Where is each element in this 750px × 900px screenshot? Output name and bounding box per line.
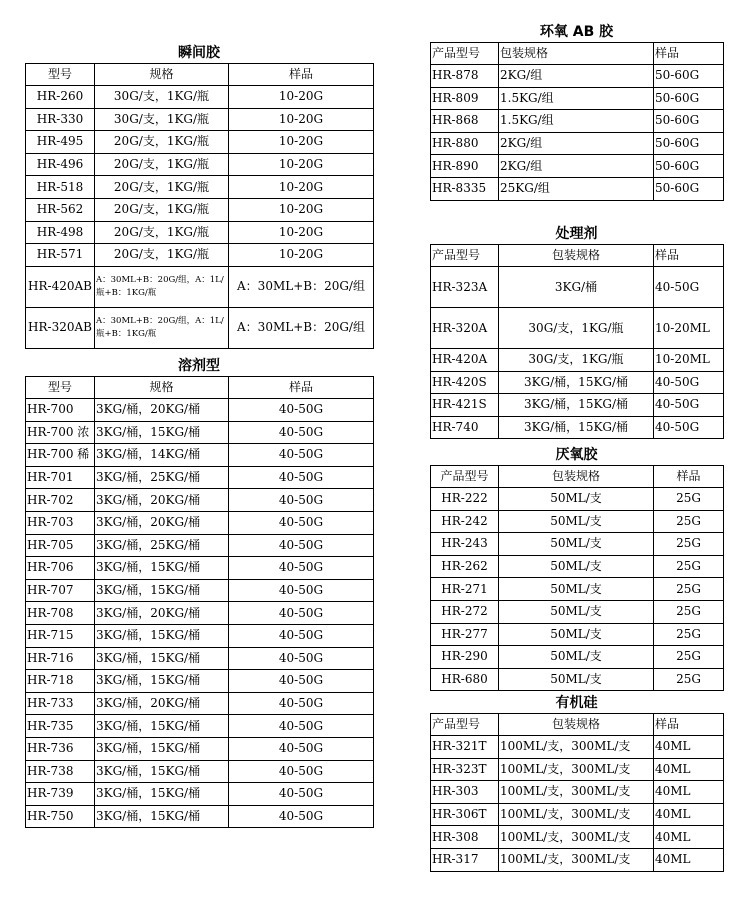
- table-cell: 40-50G: [229, 579, 374, 602]
- table-cell: 30G/支，1KG/瓶: [95, 108, 229, 131]
- table-row: [431, 132, 724, 155]
- table-cell: 50ML/支: [499, 668, 654, 691]
- table-row: [26, 670, 374, 693]
- table-cell: HR-868: [431, 110, 499, 133]
- table-row: [26, 489, 374, 512]
- table-cell: 30G/支，1KG/瓶: [95, 86, 229, 109]
- table-cell: 20G/支，1KG/瓶: [95, 131, 229, 154]
- table-cell: HR-272: [431, 600, 499, 623]
- anaerobic-section: [430, 445, 723, 691]
- table-cell: HR-290: [431, 646, 499, 669]
- table-row: [431, 803, 724, 826]
- table-cell: 50ML/支: [499, 646, 654, 669]
- table-row: [26, 86, 374, 109]
- table-cell: 50ML/支: [499, 578, 654, 601]
- table-cell: 3KG/桶: [499, 267, 654, 308]
- table-cell: 50ML/支: [499, 510, 654, 533]
- anaerobic-title: 厌氧胶: [555, 447, 598, 463]
- table-cell: 40-50G: [229, 602, 374, 625]
- epoxy-section: [430, 22, 723, 201]
- table-cell: HR-420A: [431, 349, 499, 372]
- table-cell: 3KG/桶，15KG/桶: [95, 557, 229, 580]
- table-cell: HR-271: [431, 578, 499, 601]
- table-cell: HR-518: [26, 176, 95, 199]
- silicone-table: [430, 713, 724, 872]
- table-cell: HR-809: [431, 87, 499, 110]
- table-row: [431, 578, 724, 601]
- table-row: [26, 307, 374, 348]
- table-cell: HR-880: [431, 132, 499, 155]
- table-cell: 25G: [654, 623, 724, 646]
- table-row: [26, 266, 374, 307]
- table-cell: 3KG/桶，15KG/桶: [95, 670, 229, 693]
- table-row: [26, 715, 374, 738]
- table-cell: HR-702: [26, 489, 95, 512]
- table-row: [26, 534, 374, 557]
- table-cell: 20G/支，1KG/瓶: [95, 221, 229, 244]
- table-cell: 40-50G: [654, 267, 724, 308]
- anaerobic-table: [430, 465, 724, 691]
- table-cell: HR-708: [26, 602, 95, 625]
- table-row: [431, 555, 724, 578]
- table-cell: 100ML/支，300ML/支: [499, 826, 654, 849]
- table-cell: HR-320AB: [26, 307, 95, 348]
- table-cell: 10-20G: [229, 198, 374, 221]
- table-row: [26, 602, 374, 625]
- table-row: [431, 533, 724, 556]
- table-row: [431, 510, 724, 533]
- table-cell: 3KG/桶，14KG/桶: [95, 444, 229, 467]
- table-row: [431, 781, 724, 804]
- table-row: [431, 371, 724, 394]
- table-cell: HR-260: [26, 86, 95, 109]
- table-row: [26, 647, 374, 670]
- treatment-title: 处理剂: [555, 226, 598, 242]
- table-row: [26, 399, 374, 422]
- table-cell: HR-222: [431, 488, 499, 511]
- silicone-section: [430, 693, 723, 872]
- table-cell: A：30ML+B：20G/组，A：1L/瓶+B：1KG/瓶: [95, 266, 229, 307]
- table-cell: 3KG/桶，15KG/桶: [499, 416, 654, 439]
- table-cell: 40-50G: [229, 489, 374, 512]
- table-cell: HR-571: [26, 244, 95, 267]
- table-cell: 50-60G: [654, 155, 724, 178]
- table-cell: 30G/支，1KG/瓶: [499, 349, 654, 372]
- table-cell: HR-680: [431, 668, 499, 691]
- table-row: [26, 221, 374, 244]
- table-cell: 25G: [654, 668, 724, 691]
- table-row: [431, 267, 724, 308]
- table-cell: 40-50G: [229, 444, 374, 467]
- table-cell: 10-20G: [229, 86, 374, 109]
- table-cell: 100ML/支，300ML/支: [499, 803, 654, 826]
- table-cell: HR-733: [26, 692, 95, 715]
- table-cell: 40-50G: [229, 647, 374, 670]
- table-cell: 20G/支，1KG/瓶: [95, 153, 229, 176]
- table-cell: 3KG/桶，15KG/桶: [95, 579, 229, 602]
- table-cell: HR-562: [26, 198, 95, 221]
- instant-glue-section: [25, 43, 373, 349]
- table-cell: HR-700 稀: [26, 444, 95, 467]
- table-cell: HR-330: [26, 108, 95, 131]
- solvent-table: [25, 376, 374, 828]
- table-cell: 40-50G: [229, 624, 374, 647]
- table-cell: HR-718: [26, 670, 95, 693]
- table-cell: 3KG/桶，15KG/桶: [95, 647, 229, 670]
- table-row: [431, 394, 724, 417]
- table-cell: 50ML/支: [499, 600, 654, 623]
- table-cell: 3KG/桶，20KG/桶: [95, 489, 229, 512]
- table-cell: HR-701: [26, 466, 95, 489]
- table-cell: 40-50G: [229, 466, 374, 489]
- table-cell: 2KG/组: [499, 155, 654, 178]
- table-cell: HR-890: [431, 155, 499, 178]
- table-cell: 10-20G: [229, 108, 374, 131]
- table-cell: 50-60G: [654, 110, 724, 133]
- table-cell: 100ML/支，300ML/支: [499, 848, 654, 871]
- table-cell: 10-20G: [229, 221, 374, 244]
- table-cell: HR-740: [431, 416, 499, 439]
- table-cell: 20G/支，1KG/瓶: [95, 244, 229, 267]
- table-cell: 10-20ML: [654, 349, 724, 372]
- table-cell: 40-50G: [229, 557, 374, 580]
- table-row: [431, 668, 724, 691]
- table-cell: HR-703: [26, 511, 95, 534]
- table-cell: HR-706: [26, 557, 95, 580]
- table-cell: HR-262: [431, 555, 499, 578]
- instant-glue-table: [25, 63, 374, 349]
- table-cell: 40-50G: [229, 715, 374, 738]
- table-row: [431, 416, 724, 439]
- table-cell: A：30ML+B：20G/组: [229, 266, 374, 307]
- table-row: [26, 153, 374, 176]
- table-cell: HR-878: [431, 65, 499, 88]
- table-cell: 3KG/桶，20KG/桶: [95, 511, 229, 534]
- table-cell: 3KG/桶，20KG/桶: [95, 692, 229, 715]
- table-cell: 40-50G: [229, 421, 374, 444]
- table-row: [431, 155, 724, 178]
- table-row: [26, 579, 374, 602]
- table-row: [26, 557, 374, 580]
- column-header: 样品: [654, 43, 724, 65]
- table-cell: HR-707: [26, 579, 95, 602]
- table-cell: HR-323A: [431, 267, 499, 308]
- table-cell: 10-20G: [229, 244, 374, 267]
- table-cell: 40ML: [654, 826, 724, 849]
- table-cell: HR-420AB: [26, 266, 95, 307]
- table-cell: 3KG/桶，15KG/桶: [95, 624, 229, 647]
- table-row: [26, 805, 374, 828]
- column-header: 产品型号: [431, 245, 499, 267]
- solvent-title: 溶剂型: [178, 358, 220, 374]
- table-cell: 20G/支，1KG/瓶: [95, 176, 229, 199]
- column-header: 型号: [26, 377, 95, 399]
- table-cell: 40ML: [654, 758, 724, 781]
- table-cell: 3KG/桶，15KG/桶: [95, 783, 229, 806]
- table-cell: HR-700: [26, 399, 95, 422]
- table-cell: HR-308: [431, 826, 499, 849]
- table-cell: HR-420S: [431, 371, 499, 394]
- table-cell: 40-50G: [229, 511, 374, 534]
- table-row: [26, 783, 374, 806]
- table-cell: 10-20G: [229, 176, 374, 199]
- column-header: 样品: [654, 466, 724, 488]
- table-cell: 50ML/支: [499, 555, 654, 578]
- table-cell: 50-60G: [654, 87, 724, 110]
- column-header: 样品: [654, 714, 724, 736]
- table-cell: HR-421S: [431, 394, 499, 417]
- table-cell: HR-739: [26, 783, 95, 806]
- table-cell: 25G: [654, 488, 724, 511]
- table-cell: 40-50G: [229, 692, 374, 715]
- table-cell: 2KG/组: [499, 65, 654, 88]
- table-cell: 50ML/支: [499, 488, 654, 511]
- table-cell: 30G/支，1KG/瓶: [499, 308, 654, 349]
- table-cell: 40-50G: [229, 670, 374, 693]
- table-cell: 1.5KG/组: [499, 87, 654, 110]
- table-cell: A：30ML+B：20G/组: [229, 307, 374, 348]
- table-row: [431, 826, 724, 849]
- table-cell: 10-20ML: [654, 308, 724, 349]
- table-cell: 3KG/桶，25KG/桶: [95, 466, 229, 489]
- column-header: 产品型号: [431, 714, 499, 736]
- table-row: [26, 198, 374, 221]
- column-header: 包装规格: [499, 245, 654, 267]
- table-row: [431, 87, 724, 110]
- table-cell: HR-8335: [431, 177, 499, 200]
- table-cell: 3KG/桶，15KG/桶: [95, 715, 229, 738]
- treatment-section: [430, 224, 723, 439]
- table-cell: HR-320A: [431, 308, 499, 349]
- table-cell: 40-50G: [229, 399, 374, 422]
- solvent-section: [25, 356, 373, 828]
- table-cell: HR-243: [431, 533, 499, 556]
- table-cell: 3KG/桶，15KG/桶: [499, 371, 654, 394]
- table-row: [26, 760, 374, 783]
- table-row: [431, 623, 724, 646]
- table-cell: HR-705: [26, 534, 95, 557]
- table-cell: 3KG/桶，15KG/桶: [95, 421, 229, 444]
- table-cell: HR-317: [431, 848, 499, 871]
- column-header: 样品: [229, 64, 374, 86]
- table-header-row: [431, 466, 724, 488]
- table-row: [26, 108, 374, 131]
- table-cell: 3KG/桶，20KG/桶: [95, 399, 229, 422]
- table-cell: 2KG/组: [499, 132, 654, 155]
- table-row: [26, 511, 374, 534]
- table-cell: 40-50G: [229, 737, 374, 760]
- table-cell: 1.5KG/组: [499, 110, 654, 133]
- table-cell: 3KG/桶，25KG/桶: [95, 534, 229, 557]
- table-row: [26, 466, 374, 489]
- table-cell: 20G/支，1KG/瓶: [95, 198, 229, 221]
- table-header-row: [26, 64, 374, 86]
- table-cell: HR-738: [26, 760, 95, 783]
- table-cell: 40ML: [654, 848, 724, 871]
- table-cell: 40-50G: [229, 760, 374, 783]
- instant-glue-title: 瞬间胶: [178, 45, 220, 61]
- table-cell: 50-60G: [654, 132, 724, 155]
- table-cell: 25G: [654, 555, 724, 578]
- table-row: [26, 421, 374, 444]
- table-cell: 40-50G: [229, 534, 374, 557]
- table-row: [26, 244, 374, 267]
- table-row: [431, 110, 724, 133]
- column-header: 规格: [95, 64, 229, 86]
- table-cell: 40ML: [654, 736, 724, 759]
- column-header: 规格: [95, 377, 229, 399]
- table-cell: HR-303: [431, 781, 499, 804]
- table-row: [431, 308, 724, 349]
- table-cell: HR-495: [26, 131, 95, 154]
- table-cell: HR-321T: [431, 736, 499, 759]
- table-cell: 40ML: [654, 803, 724, 826]
- table-row: [431, 758, 724, 781]
- table-cell: 3KG/桶，15KG/桶: [95, 805, 229, 828]
- table-cell: 25G: [654, 600, 724, 623]
- table-cell: HR-700 浓: [26, 421, 95, 444]
- table-cell: 3KG/桶，15KG/桶: [95, 737, 229, 760]
- treatment-table: [430, 244, 724, 439]
- table-cell: HR-277: [431, 623, 499, 646]
- table-header-row: [26, 377, 374, 399]
- epoxy-table: [430, 42, 724, 201]
- table-cell: 25G: [654, 578, 724, 601]
- table-cell: 25G: [654, 646, 724, 669]
- table-cell: 100ML/支，300ML/支: [499, 781, 654, 804]
- table-cell: 40-50G: [229, 805, 374, 828]
- table-cell: 40-50G: [654, 371, 724, 394]
- table-row: [431, 848, 724, 871]
- table-row: [26, 692, 374, 715]
- table-header-row: [431, 245, 724, 267]
- table-row: [431, 349, 724, 372]
- table-cell: 50-60G: [654, 65, 724, 88]
- table-cell: 100ML/支，300ML/支: [499, 736, 654, 759]
- table-cell: 50ML/支: [499, 623, 654, 646]
- table-cell: 50-60G: [654, 177, 724, 200]
- table-cell: HR-750: [26, 805, 95, 828]
- table-cell: 3KG/桶，20KG/桶: [95, 602, 229, 625]
- table-header-row: [431, 43, 724, 65]
- table-cell: 10-20G: [229, 131, 374, 154]
- table-row: [26, 737, 374, 760]
- column-header: 产品型号: [431, 43, 499, 65]
- table-row: [26, 444, 374, 467]
- epoxy-title: 环氧 AB 胶: [539, 24, 614, 40]
- table-row: [431, 736, 724, 759]
- table-cell: 3KG/桶，15KG/桶: [499, 394, 654, 417]
- column-header: 包装规格: [499, 43, 654, 65]
- table-row: [431, 65, 724, 88]
- table-cell: HR-306T: [431, 803, 499, 826]
- column-header: 样品: [654, 245, 724, 267]
- table-cell: 50ML/支: [499, 533, 654, 556]
- table-cell: 3KG/桶，15KG/桶: [95, 760, 229, 783]
- table-cell: HR-323T: [431, 758, 499, 781]
- table-row: [26, 176, 374, 199]
- table-cell: 40-50G: [654, 394, 724, 417]
- table-row: [431, 488, 724, 511]
- table-cell: A：30ML+B：20G/组，A：1L/瓶+B：1KG/瓶: [95, 307, 229, 348]
- table-header-row: [431, 714, 724, 736]
- table-row: [26, 131, 374, 154]
- table-cell: 40-50G: [229, 783, 374, 806]
- table-cell: 25KG/组: [499, 177, 654, 200]
- table-cell: 40-50G: [654, 416, 724, 439]
- table-cell: HR-735: [26, 715, 95, 738]
- table-row: [431, 600, 724, 623]
- table-cell: 25G: [654, 533, 724, 556]
- column-header: 样品: [229, 377, 374, 399]
- table-cell: HR-715: [26, 624, 95, 647]
- table-cell: HR-242: [431, 510, 499, 533]
- table-cell: HR-736: [26, 737, 95, 760]
- table-cell: HR-498: [26, 221, 95, 244]
- column-header: 产品型号: [431, 466, 499, 488]
- column-header: 型号: [26, 64, 95, 86]
- table-cell: HR-716: [26, 647, 95, 670]
- table-cell: 40ML: [654, 781, 724, 804]
- table-row: [26, 624, 374, 647]
- table-cell: 100ML/支，300ML/支: [499, 758, 654, 781]
- table-cell: 10-20G: [229, 153, 374, 176]
- table-cell: HR-496: [26, 153, 95, 176]
- column-header: 包装规格: [499, 466, 654, 488]
- column-header: 包装规格: [499, 714, 654, 736]
- table-row: [431, 646, 724, 669]
- silicone-title: 有机硅: [555, 695, 598, 711]
- table-row: [431, 177, 724, 200]
- table-cell: 25G: [654, 510, 724, 533]
